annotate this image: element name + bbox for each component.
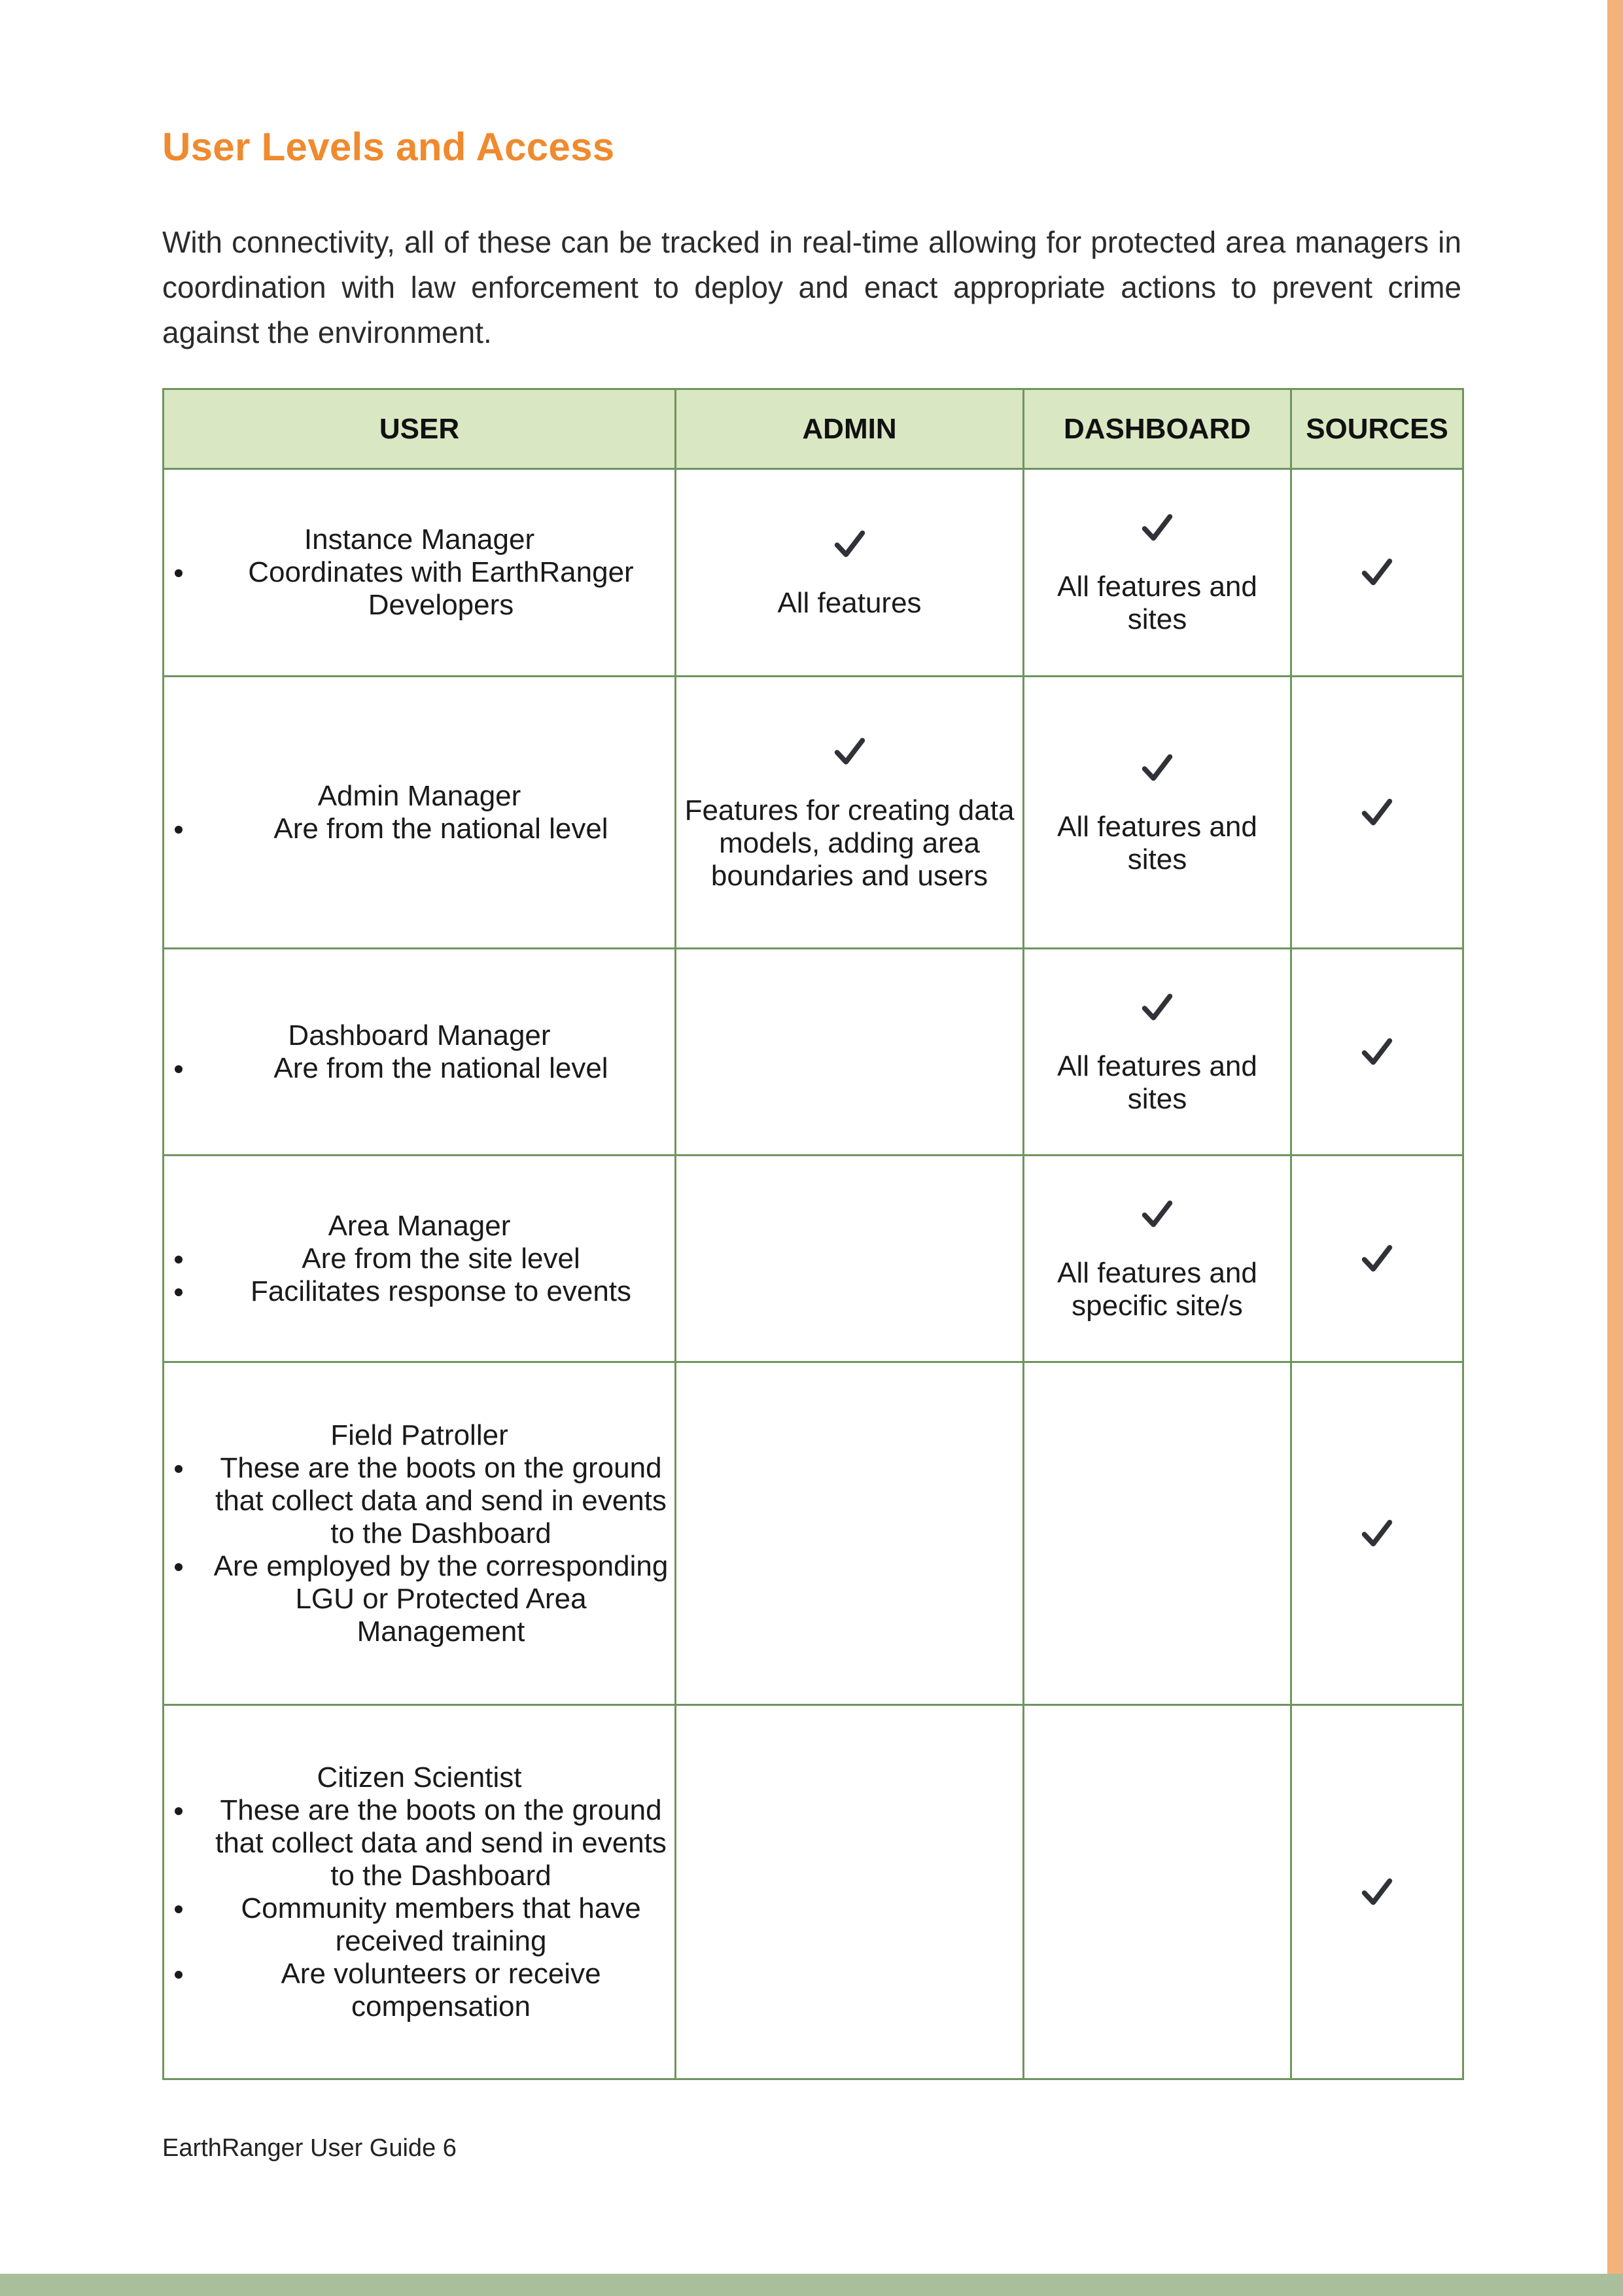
checkmark-icon	[1138, 509, 1176, 547]
admin-cell	[676, 1705, 1024, 2079]
dashboard-cell	[1024, 1362, 1291, 1705]
sources-cell	[1291, 677, 1463, 949]
user-cell	[164, 469, 676, 677]
intro-paragraph: With connectivity, all of these can be tracked in real-time allowing for protected area managers in coordination with law enforcement to deploy and enact appropriate actions to prevent crime against the environment.	[162, 225, 1461, 349]
list-item: These are the boots on the ground that collect data and send in events to the Dashboard	[207, 1452, 674, 1550]
list-item: Are volunteers or receive compensation	[207, 1958, 674, 2023]
checkmark-icon	[831, 525, 869, 563]
role-name: Area Manager	[328, 1209, 511, 1242]
header-admin: ADMIN	[676, 389, 1024, 469]
checkmark-icon	[1138, 1195, 1176, 1233]
list-item: Are from the national level	[207, 813, 674, 845]
list-item: Are employed by the corresponding LGU or Protected Area Management	[207, 1550, 674, 1648]
sources-cell	[1291, 1705, 1463, 2079]
header-dashboard: DASHBOARD	[1024, 389, 1291, 469]
user-access-table	[162, 388, 1464, 2080]
checkmark-icon	[1138, 989, 1176, 1027]
dashboard-cell	[1024, 1156, 1291, 1362]
list-item: Facilitates response to events	[207, 1275, 674, 1308]
bottom-accent-bar	[0, 2274, 1623, 2296]
checkmark-icon	[1358, 1240, 1396, 1278]
side-accent-bar	[1607, 0, 1623, 2296]
table-row	[164, 677, 1463, 949]
role-bullets	[164, 813, 674, 845]
dashboard-cell	[1024, 469, 1291, 677]
table-body	[164, 469, 1463, 2079]
role-bullets	[164, 1452, 674, 1648]
user-cell	[164, 1362, 676, 1705]
sources-cell	[1291, 1156, 1463, 1362]
checkmark-icon	[1358, 1515, 1396, 1553]
dashboard-cell	[1024, 677, 1291, 949]
table-row	[164, 1156, 1463, 1362]
list-item: Community members that have received training	[207, 1892, 674, 1958]
checkmark-icon	[1358, 1873, 1396, 1911]
checkmark-icon	[1138, 749, 1176, 787]
dashboard-cell	[1024, 949, 1291, 1156]
list-item: Are from the site level	[207, 1243, 674, 1275]
user-cell	[164, 1705, 676, 2079]
role-name: Field Patroller	[330, 1419, 508, 1451]
header-user: USER	[164, 389, 676, 469]
page-footer: EarthRanger User Guide 6	[162, 2134, 457, 2162]
user-cell	[164, 1156, 676, 1362]
checkmark-icon	[1358, 1033, 1396, 1071]
page-title: User Levels and Access	[162, 125, 615, 169]
list-item: Coordinates with EarthRanger Developers	[207, 556, 674, 622]
access-description: All features and specific site/s	[1057, 1256, 1257, 1322]
checkmark-icon	[1358, 554, 1396, 592]
role-name: Instance Manager	[304, 523, 535, 556]
role-name: Citizen Scientist	[317, 1761, 522, 1793]
access-description: Features for creating data models, adding area boundaries and users	[684, 794, 1015, 892]
table-row	[164, 1362, 1463, 1705]
admin-cell	[676, 1156, 1024, 1362]
role-bullets	[164, 1243, 674, 1308]
access-description: All features and sites	[1057, 810, 1257, 875]
role-bullets	[164, 1052, 674, 1085]
table-row	[164, 949, 1463, 1156]
table-row	[164, 469, 1463, 677]
role-name: Admin Manager	[317, 779, 521, 812]
sources-cell	[1291, 949, 1463, 1156]
admin-cell	[676, 677, 1024, 949]
checkmark-icon	[831, 733, 869, 771]
sources-cell	[1291, 469, 1463, 677]
admin-cell	[676, 949, 1024, 1156]
role-bullets	[164, 556, 674, 622]
table-header-row	[164, 389, 1463, 469]
header-sources: SOURCES	[1291, 389, 1463, 469]
list-item: Are from the national level	[207, 1052, 674, 1085]
dashboard-cell	[1024, 1705, 1291, 2079]
sources-cell	[1291, 1362, 1463, 1705]
access-description: All features	[777, 587, 922, 619]
admin-cell	[676, 469, 1024, 677]
access-description: All features and sites	[1057, 1050, 1257, 1115]
user-cell	[164, 949, 676, 1156]
role-bullets	[164, 1794, 674, 2023]
access-description: All features and sites	[1057, 571, 1257, 635]
admin-cell	[676, 1362, 1024, 1705]
list-item: These are the boots on the ground that collect data and send in events to the Dashboard	[207, 1794, 674, 1892]
table-row	[164, 1705, 1463, 2079]
role-name: Dashboard Manager	[288, 1019, 551, 1051]
checkmark-icon	[1358, 794, 1396, 832]
user-cell	[164, 677, 676, 949]
